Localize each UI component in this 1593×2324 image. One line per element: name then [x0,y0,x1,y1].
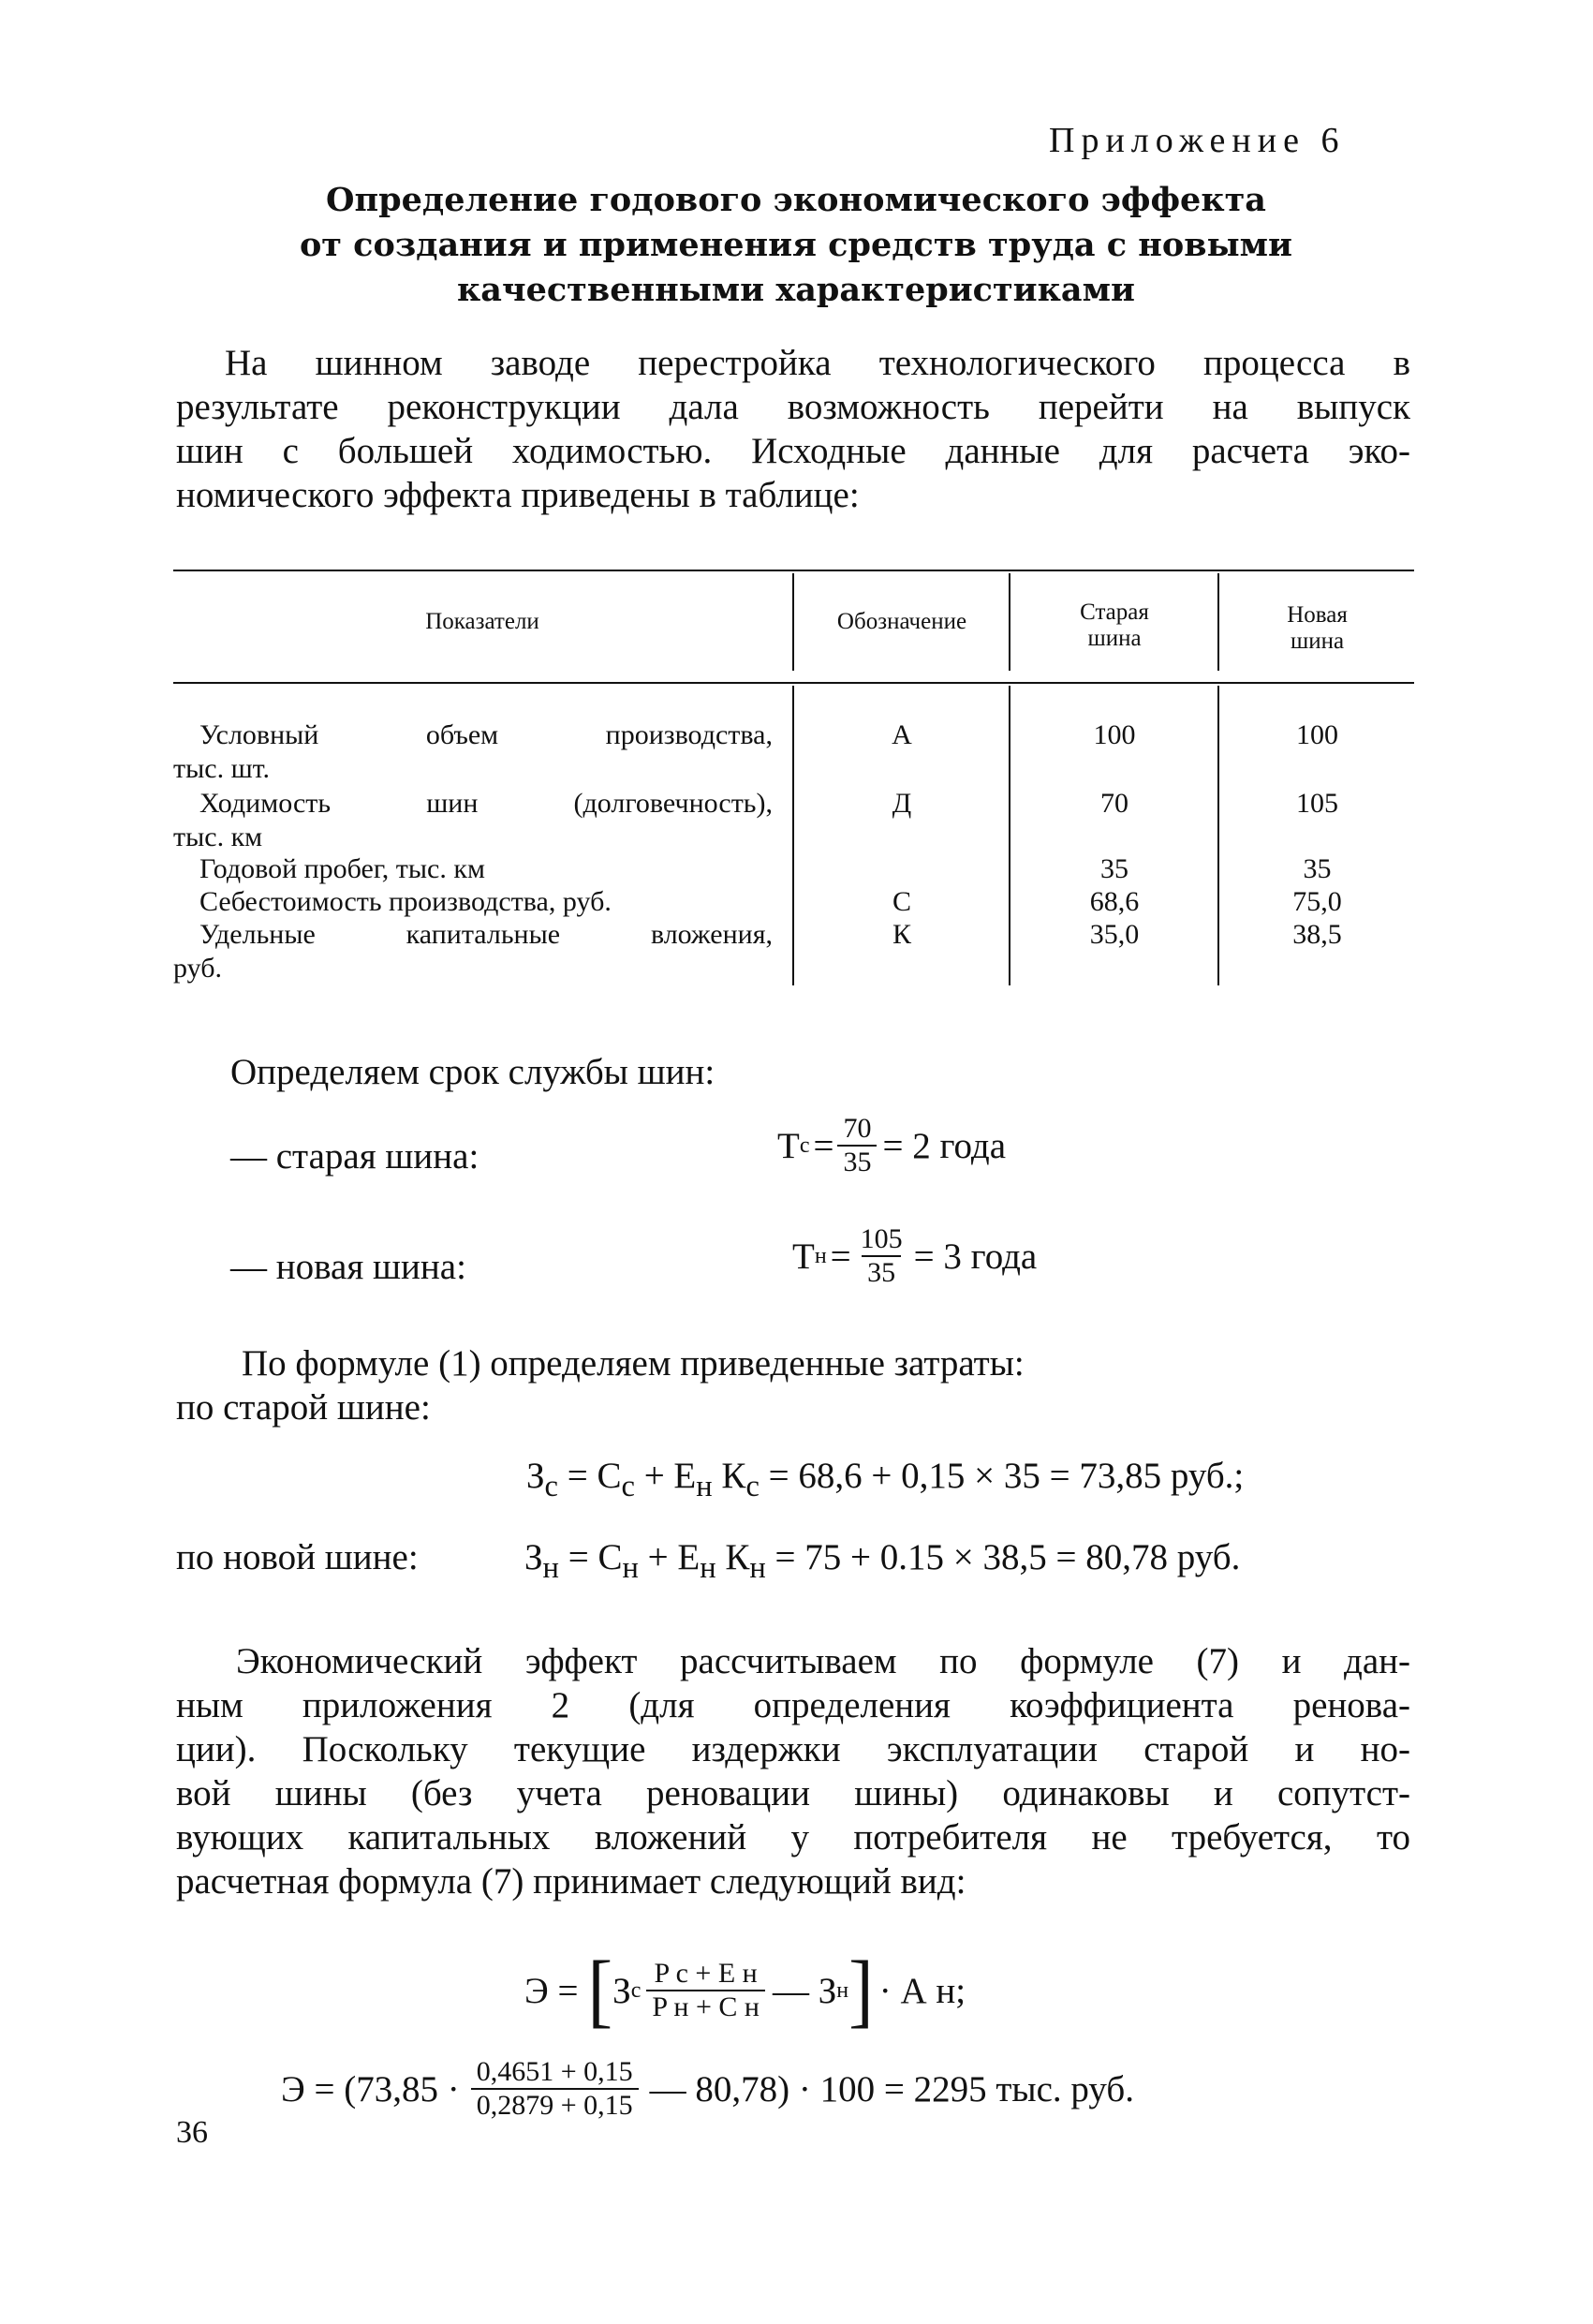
formula-symbol: Т [792,1236,815,1277]
cell-old: 35,0 [1089,919,1140,950]
header-new-tire [1221,602,1413,655]
formula-symbol: Т [777,1125,800,1166]
table-divider [1217,573,1219,671]
fraction-numerator: 0,4651 + 0,15 [476,2056,633,2087]
fraction [646,1958,765,2023]
result-tail: — 80,78) · 100 = 2295 тыс. руб. [649,2068,1134,2109]
cell-symbol: Д [892,788,912,819]
fraction-numerator: 70 [843,1113,872,1144]
costs-heading: По формуле (1) определяем приведенные затраты: [242,1343,1025,1384]
cell-old: 68,6 [1089,886,1140,917]
fraction-denominator: 0,2879 + 0,15 [471,2088,639,2122]
formula-subscript: с [799,1132,810,1158]
result-lhs: Э = (73,85 · [281,2068,460,2109]
intro-line: шин с большей ходимостью. Исходные данные для расчета эко- [176,431,1410,471]
table-divider [1009,686,1010,985]
table-row-indicator [173,918,773,985]
header-new-line: шина [1290,629,1345,654]
indicator-tail: тыс. км [173,822,263,852]
header-old-tire [1011,600,1217,652]
costs-old-label: по старой шине: [176,1387,431,1428]
page-title [187,178,1405,313]
formula-subscript: н [836,1977,849,2003]
title-line: от создания и применения средств труда с новыми [299,226,1293,264]
old-tire-label: — старая шина: [230,1136,479,1177]
header-symbol: Обозначение [836,609,967,634]
indicator-word: вложения, [650,919,773,950]
table-divider [1009,573,1010,671]
cell-new: 35 [1303,853,1332,884]
effect-line: ции). Поскольку текущие издержки эксплуатации старой и но- [176,1729,1410,1769]
indicator-tail: руб. [173,953,222,984]
formula-7 [524,1944,966,2037]
header-new-line: Новая [1287,602,1348,628]
table-row-indicator [173,787,773,854]
header-old-line: Старая [1080,600,1149,625]
cell-new: 100 [1296,719,1338,750]
cell-symbol: А [892,719,912,750]
effect-line: расчетная формула (7) принимает следующий вид: [176,1861,966,1902]
formula-subscript: с [630,1977,642,2003]
cell-new: 75,0 [1292,886,1342,917]
indicator-tail: тыс. шт. [173,753,271,784]
table-top-rule [173,570,1414,571]
intro-line: номического эффекта приведены в таблице: [176,475,860,515]
effect-line: вой шины (без учета реновации шины) одинаковы и сопутст- [176,1773,1410,1813]
formula-result: = 3 года [913,1236,1038,1277]
cell-old: 70 [1100,788,1128,819]
indicator-word: Удельные [199,919,316,950]
fraction [837,1113,877,1178]
cell-new: 38,5 [1292,919,1342,950]
indicator-word: капитальные [406,919,561,950]
effect-line: ным приложения 2 (для определения коэффициента ренова- [176,1685,1410,1725]
indicator-word: Ходимость [199,788,332,819]
intro-line: На шинном заводе перестройка технологического процесса в [225,343,1410,383]
cell-old: 35 [1100,853,1128,884]
fraction-numerator: 105 [860,1223,903,1254]
indicator-word: объем [425,719,499,750]
left-bracket-icon: [ [587,1945,613,2036]
formula-subscript: н [814,1243,827,1268]
formula-minus: — З [772,1970,837,2011]
right-bracket-icon: ] [848,1945,874,2036]
table-divider [792,573,794,671]
new-tire-label: — новая шина: [230,1247,466,1287]
formula-symbol: З [612,1970,631,2011]
cell-old: 100 [1093,719,1136,750]
new-tire-formula: Т н = $\frac{105}{35}$ = 3 года [792,1223,1038,1288]
fraction [471,2056,639,2122]
effect-paragraph [176,1639,1410,1903]
cell-symbol: С [892,886,911,917]
indicator-word: шин [426,788,479,819]
title-line: Определение годового экономического эффекта [326,181,1266,219]
costs-old-formula: $З_с = С_с + Е_н$ $К_с = 68,6 + 0,15 \times 35 = 73,85$ руб.; [526,1456,1245,1503]
formula-result: = 2 года [882,1125,1007,1166]
costs-new-formula: $З_н = С_н + Е_н$ $К_н = 75 + 0.15 \times 38,5 = 80,78$ руб. [524,1537,1241,1585]
indicator-word: Условный [199,719,319,750]
effect-line: Экономический эффект рассчитываем по формуле (7) и дан- [236,1641,1410,1681]
result-formula [281,2042,1134,2136]
service-life-heading: Определяем срок службы шин: [230,1052,715,1092]
table-divider [1217,686,1219,985]
intro-line: результате реконструкции дала возможность перейти на выпуск [176,387,1410,427]
table-row-indicator: Себестоимость производства, руб. [199,886,612,917]
indicator-word: производства, [605,719,773,750]
fraction-numerator: P с + Е н [654,1958,758,1989]
old-tire-formula: Т с = $\frac{70}{35}$ = 2 года [777,1113,1007,1177]
fraction-denominator: 35 [862,1255,901,1289]
page-number: 36 [176,2115,208,2150]
header-old-line: шина [1087,626,1142,651]
formula-lhs: Э = [524,1970,579,2011]
cell-new: 105 [1296,788,1338,819]
table-row-indicator: Годовой пробег, тыс. км [199,853,485,884]
table-row-indicator [173,718,773,786]
fraction-denominator: P н + С н [646,1990,765,2023]
indicator-word: (долговечность), [573,788,773,819]
formula-tail: · А н; [878,1970,966,2011]
intro-paragraph [176,341,1410,517]
table-header-rule [173,682,1414,684]
fraction-denominator: 35 [837,1145,877,1178]
costs-new-label: по новой шине: [176,1537,419,1577]
cell-symbol: К [892,919,911,950]
appendix-label: Приложение 6 [1049,121,1346,160]
fraction [855,1223,908,1289]
header-indicator: Показатели [425,609,539,634]
effect-line: вующих капитальных вложений у потребителя не требуется, то [176,1817,1410,1858]
title-line: качественными характеристиками [457,271,1135,309]
table-divider [792,686,794,985]
